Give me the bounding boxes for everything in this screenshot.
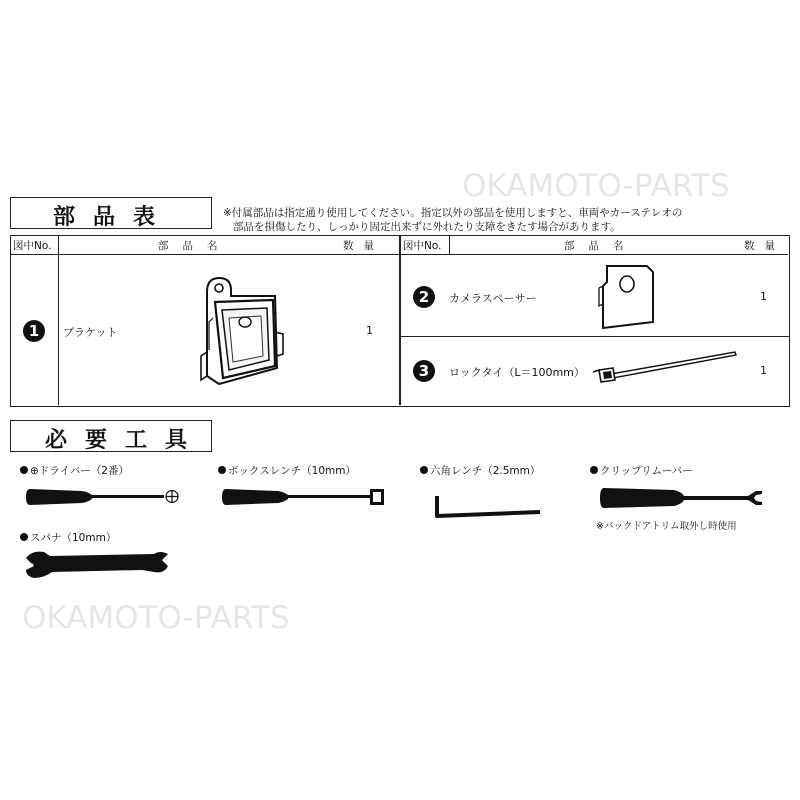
part-number-2: 2 [413,286,435,308]
clip-remover-note: ※バックドアトリム取外し時使用 [596,521,737,532]
header-no-left: 図中No. [13,240,52,252]
clip-remover-icon [598,486,768,512]
parts-note-line2: 部品を損傷したり、しっかり固定出来ずに外れたり支障をきたす場合があります。 [233,221,621,233]
header-name-left: 部品名 [158,240,232,252]
tool-label-spanner [20,530,116,545]
watermark-top: OKAMOTO-PARTS [462,168,730,204]
spacer-icon [599,262,659,332]
watermark-bottom: OKAMOTO-PARTS [22,600,290,636]
parts-section-title: 部品表 [53,205,174,230]
table-row-divider-right [400,336,789,337]
tool-label-box-wrench [218,463,356,478]
header-no-right: 図中No. [403,240,442,252]
table-col-divider-middle [399,236,401,405]
table-col-divider-right-no [449,236,450,255]
tools-section-heading [10,420,212,452]
part-name-2: カメラスペーサー [449,292,537,305]
tool-text-spanner: スパナ（10mm） [30,532,117,544]
bullet-icon [20,466,28,474]
bracket-icon [189,272,299,392]
header-qty-left: 数量 [343,240,384,252]
part-name-3: ロックタイ（L＝100mm） [449,366,585,379]
header-qty-right: 数量 [744,240,785,252]
part-number-1: 1 [23,320,45,342]
part-name-1: ブラケット [63,326,118,339]
parts-note-line1: ※付属部品は指定通り使用してください。指定以外の部品を使用しますと、車両やカーステレオの [223,207,683,219]
tool-text-clip-remover: クリップリムーバー [600,465,693,477]
header-name-right: 部品名 [564,240,638,252]
bullet-icon [20,533,28,541]
tool-text-box-wrench: ボックスレンチ（10mm） [228,465,356,477]
bullet-icon [420,466,428,474]
cable-tie-icon [591,348,741,388]
part-number-3: 3 [413,360,435,382]
part-qty-1: 1 [366,324,373,337]
tool-label-hex-key [420,463,540,478]
tool-label-clip-remover [590,463,693,478]
part-qty-2: 1 [760,290,767,303]
bullet-icon [590,466,598,474]
box-wrench-icon [220,485,390,509]
bullet-icon [218,466,226,474]
spanner-icon [22,548,172,584]
table-col-divider-left-no [58,236,59,405]
part-qty-3: 1 [760,364,767,377]
tool-label-phillips [20,463,129,478]
parts-section-heading [10,197,212,229]
phillips-screwdriver-icon [24,485,184,509]
tool-text-phillips: ⊕ドライバー（2番） [30,465,129,477]
parts-table [10,235,790,407]
tools-section-title: 必要工具 [45,428,206,453]
hex-key-icon [434,492,544,522]
tool-text-hex-key: 六角レンチ（2.5mm） [430,465,541,477]
